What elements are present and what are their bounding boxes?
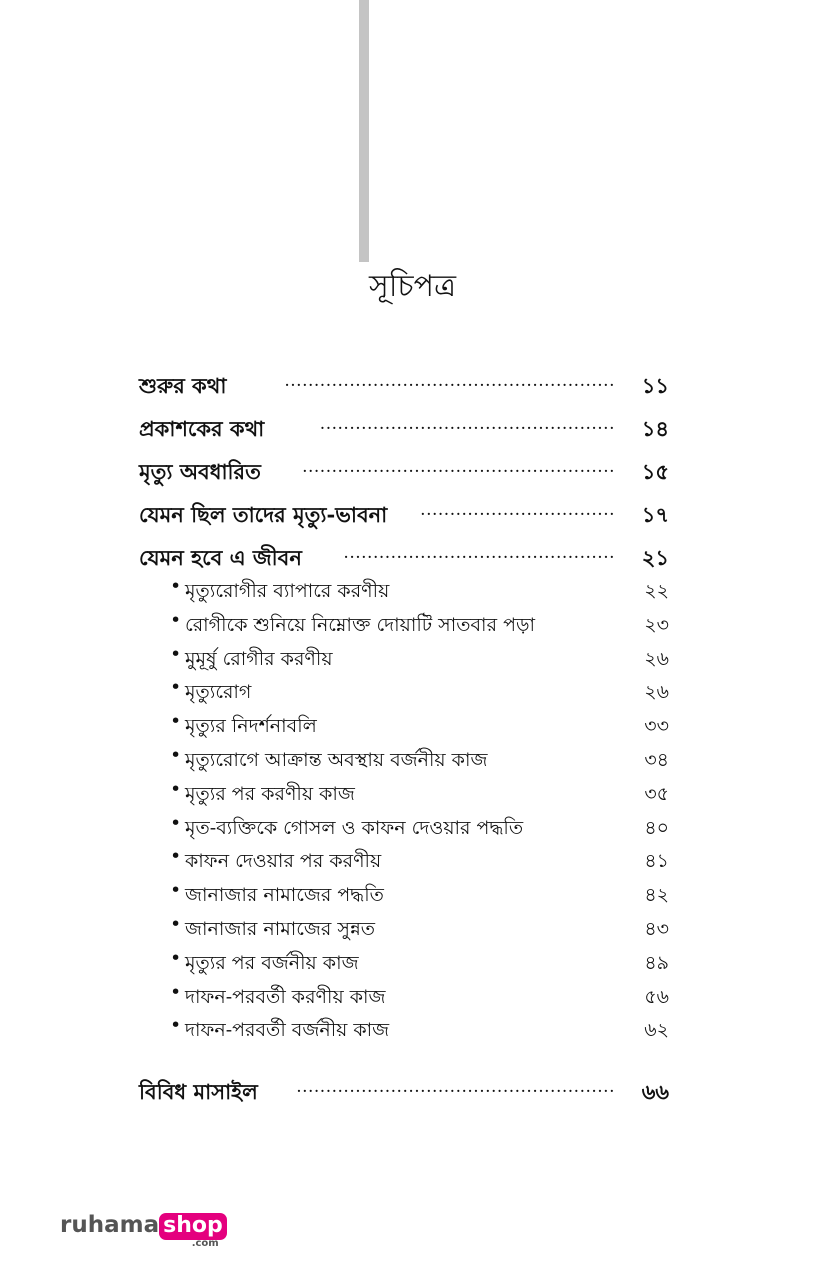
toc-entry-label: বিবিধ মাসাইল — [139, 1079, 258, 1105]
toc-entry-label: প্রকাশকের কথা — [139, 416, 265, 441]
toc-subentry-label: দাফন-পরবর্তী বর্জনীয় কাজ — [185, 1019, 390, 1042]
toc-page-number: ১৫ — [641, 459, 669, 484]
toc-entry[interactable] — [139, 405, 669, 448]
toc-page-number: ২৬ — [644, 647, 669, 670]
dot-leader: .................................................. — [319, 414, 615, 434]
toc-subentry-label: জানাজার নামাজের পদ্ধতি — [185, 884, 384, 907]
bullet-icon: • — [170, 743, 182, 766]
toc-subentry[interactable] — [139, 641, 669, 675]
toc-page-number: ২১ — [641, 545, 669, 570]
toc-page-number: ৩৩ — [644, 715, 669, 738]
bullet-icon: • — [170, 845, 182, 868]
toc-page-number: ৪০ — [644, 816, 669, 839]
toc-subentry-label: মুমূর্ষু রোগীর করণীয় — [185, 647, 333, 670]
page-title: সূচিপত্র — [369, 269, 456, 304]
bullet-icon: • — [170, 912, 182, 935]
toc-subentry[interactable] — [139, 1012, 669, 1046]
top-decorative-bar — [359, 0, 369, 262]
brand-domain: .com — [191, 1238, 219, 1249]
toc-entry-label: যেমন হবে এ জীবন — [139, 545, 302, 570]
toc-entry[interactable] — [139, 362, 669, 405]
toc-page-number: ৪৯ — [644, 951, 669, 974]
toc-entry[interactable] — [139, 491, 669, 534]
bullet-icon: • — [170, 575, 182, 597]
toc-page-number: ৬২ — [644, 1019, 669, 1042]
toc-page-number: ৬৬ — [641, 1079, 669, 1105]
toc-subentry[interactable] — [139, 708, 669, 742]
toc-entry[interactable] — [139, 1068, 669, 1111]
toc-subsection-list — [139, 573, 669, 1046]
toc-subentry[interactable] — [139, 742, 669, 776]
toc-page-number: ১৪ — [641, 416, 669, 441]
brand-name: ruhama — [60, 1212, 160, 1238]
bullet-icon: • — [170, 811, 182, 834]
bullet-icon: • — [170, 710, 182, 733]
toc-subentry[interactable] — [139, 607, 669, 641]
toc-page-number: ২৩ — [644, 613, 669, 636]
toc-subentry[interactable] — [139, 877, 669, 911]
dot-leader: ..................................................... — [302, 457, 615, 477]
brand-watermark — [60, 1212, 227, 1249]
bullet-icon: • — [170, 777, 182, 800]
toc-page-number: ১১ — [641, 373, 669, 398]
toc-subentry[interactable] — [139, 776, 669, 810]
toc-entry-label: যেমন ছিল তাদের মৃত্যু-ভাবনা — [139, 502, 388, 527]
table-of-contents — [139, 362, 669, 1111]
toc-subentry[interactable] — [139, 843, 669, 877]
toc-subentry-label: কাফন দেওয়ার পর করণীয় — [185, 850, 382, 873]
bullet-icon: • — [170, 642, 182, 665]
dot-leader: ...................................................... — [296, 1077, 615, 1098]
toc-page-number: ৪২ — [644, 884, 669, 907]
bullet-icon: • — [170, 676, 182, 699]
toc-entry[interactable] — [139, 448, 669, 491]
toc-page-number: ৩৪ — [644, 748, 669, 771]
bullet-icon: • — [170, 608, 182, 631]
toc-subentry-label: দাফন-পরবর্তী করণীয় কাজ — [185, 985, 386, 1008]
section-gap — [139, 1046, 669, 1068]
toc-entry[interactable] — [139, 534, 669, 577]
toc-entry-label: শুরুর কথা — [139, 373, 227, 398]
toc-subentry-label: মৃত-ব্যক্তিকে গোসল ও কাফন দেওয়ার পদ্ধতি — [185, 816, 524, 839]
bullet-icon: • — [170, 946, 182, 969]
toc-page-number: ১৭ — [641, 502, 669, 527]
dot-leader: ........................................................ — [284, 371, 615, 391]
toc-page-number: ৫৬ — [644, 985, 669, 1008]
bullet-icon: • — [170, 1014, 182, 1037]
toc-subentry[interactable] — [139, 979, 669, 1013]
toc-subentry-label: মৃত্যুরোগীর ব্যাপারে করণীয় — [185, 580, 390, 602]
toc-subentry-label: রোগীকে শুনিয়ে নিম্নোক্ত দোয়াটি সাতবার পড়া — [185, 613, 536, 636]
toc-subentry[interactable] — [139, 810, 669, 844]
toc-page-number: ৪১ — [644, 850, 669, 873]
toc-subentry-label: জানাজার নামাজের সুন্নত — [185, 917, 376, 940]
bullet-icon: • — [170, 879, 182, 902]
toc-subentry-label: মৃত্যুর পর বর্জনীয় কাজ — [185, 951, 359, 974]
toc-subentry-label: মৃত্যুর পর করণীয় কাজ — [185, 782, 355, 805]
toc-subentry[interactable] — [139, 573, 669, 607]
toc-page-number: ২৬ — [644, 681, 669, 704]
toc-subentry-label: মৃত্যুরোগ — [185, 681, 252, 704]
toc-entry-label: মৃত্যু অবধারিত — [139, 459, 261, 484]
toc-page-number: ৩৫ — [644, 782, 669, 805]
toc-subentry[interactable] — [139, 945, 669, 979]
bullet-icon: • — [170, 980, 182, 1003]
toc-subentry[interactable] — [139, 674, 669, 708]
toc-page-number: ৪৩ — [644, 917, 669, 940]
toc-subentry[interactable] — [139, 911, 669, 945]
brand-shop-badge: shop — [159, 1213, 227, 1240]
toc-page-number: ২২ — [644, 580, 669, 602]
dot-leader: ................................. — [420, 500, 615, 520]
toc-subentry-label: মৃত্যুর নিদর্শনাবলি — [185, 715, 317, 738]
toc-subentry-label: মৃত্যুরোগে আক্রান্ত অবস্থায় বর্জনীয় কাজ — [185, 748, 488, 771]
dot-leader: .............................................. — [343, 543, 615, 563]
